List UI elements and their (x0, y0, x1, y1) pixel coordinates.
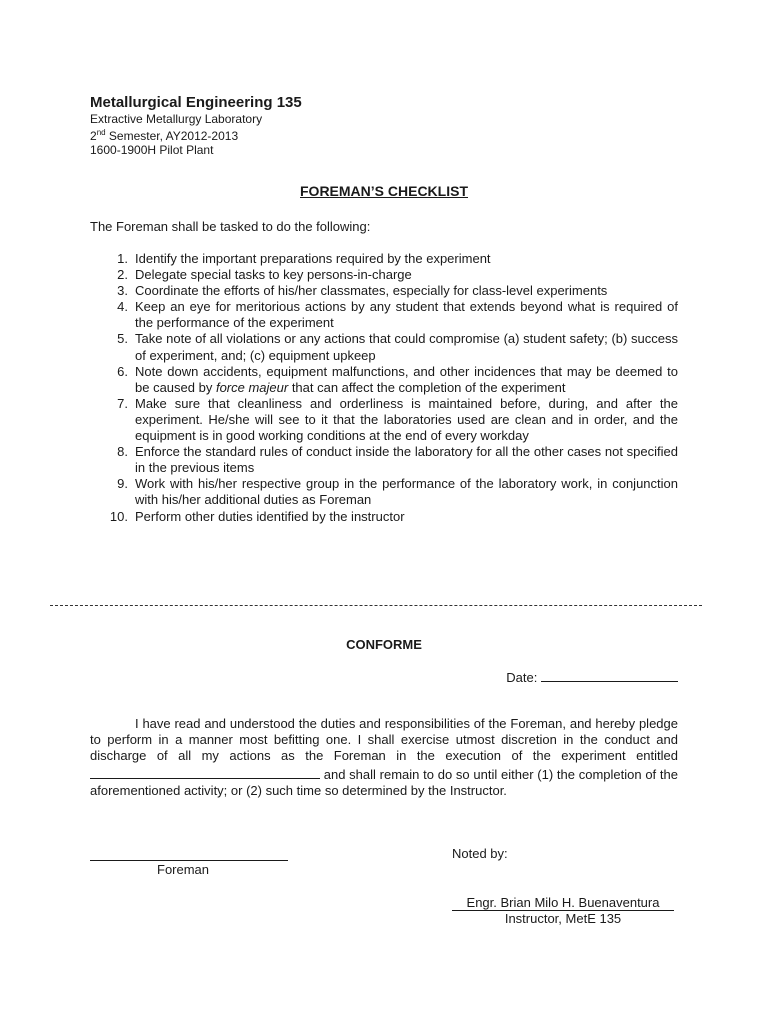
item-text: Coordinate the efforts of his/her classmates, especially for class-level experiments (135, 283, 608, 299)
item-text: Make sure that cleanliness and orderliness is maintained before, during, and after the experiment. He/she will see to it that the laboratories used are clean and in order, and the equipment is in good working conditions at the end of every workday (135, 395, 678, 444)
item-text: Keep an eye for meritorious actions by any student that extends beyond what is required of the performance of the experiment (135, 299, 678, 331)
item-text: Perform other duties identified by the instructor (135, 508, 405, 524)
instructor-name: Engr. Brian Milo H. Buenaventura (452, 895, 674, 911)
instructor-title: Instructor, MetE 135 (504, 911, 622, 926)
semester-ordinal: 2 (90, 129, 97, 143)
pledge-text-after: and shall remain to do so until either (1) the completion of the aforementioned activity; or (2) such time so determined by the Instructor. (90, 766, 678, 798)
item-number: 5. (117, 331, 128, 347)
item-number: 10. (109, 508, 128, 524)
schedule-line: 1600-1900H Pilot Plant (90, 143, 214, 157)
course-title: Metallurgical Engineering 135 (90, 94, 302, 111)
noted-by-label: Noted by: (452, 846, 508, 861)
duties-list (90, 251, 678, 525)
checklist-intro: The Foreman shall be tasked to do the following: (90, 219, 371, 234)
item-number: 9. (117, 476, 128, 492)
lab-name: Extractive Metallurgy Laboratory (90, 112, 263, 126)
list-item (90, 509, 678, 525)
item-text: Enforce the standard rules of conduct inside the laboratory for all the other cases not specified in the previous items (135, 444, 678, 476)
document-header (90, 94, 302, 157)
list-item (90, 251, 678, 267)
semester-line (90, 126, 302, 143)
item-text: Work with his/her respective group in the performance of the laboratory work, in conjunction with his/her additional duties as Foreman (135, 476, 678, 508)
item-text-italic: force majeur (215, 379, 289, 395)
item-text: Take note of all violations or any actions that could compromise (a) student safety; (b) success of experiment, and; (c) equipment upkeep (135, 331, 678, 363)
item-text-before: Note down accidents, equipment malfunctions, and other incidences that may be deemed to be caused by (135, 363, 678, 395)
item-text: Identify the important preparations required by the experiment (135, 251, 491, 266)
cut-line-divider (50, 605, 702, 606)
item-number: 2. (117, 267, 128, 283)
list-item (90, 364, 678, 396)
item-number: 3. (117, 283, 128, 299)
item-text (135, 364, 678, 396)
pledge-text-before: I have read and understood the duties and responsibilities of the Foreman, and hereby pledge to perform in a manner most befitting one. I shall exercise utmost discretion in the conduct and discharge of all my actions as the Foreman in the execution of the experiment entitled (90, 716, 678, 764)
item-text: Delegate special tasks to key persons-in-charge (135, 267, 412, 283)
list-item (90, 283, 678, 299)
pledge-paragraph (90, 716, 678, 799)
list-item (90, 299, 678, 331)
item-number: 8. (117, 444, 128, 460)
item-number: 6. (117, 363, 128, 379)
list-item (90, 396, 678, 444)
experiment-title-blank[interactable] (90, 765, 320, 779)
item-number: 1. (117, 251, 128, 266)
checklist-title: FOREMAN’S CHECKLIST (300, 183, 468, 199)
item-number: 7. (117, 395, 128, 411)
foreman-signature-line[interactable] (90, 860, 288, 861)
date-label: Date: (506, 670, 538, 685)
semester-rest: Semester, AY2012-2013 (105, 129, 239, 143)
foreman-label: Foreman (157, 862, 210, 877)
date-blank[interactable] (541, 668, 678, 682)
list-item (90, 267, 678, 283)
item-number: 4. (117, 299, 128, 315)
list-item (90, 444, 678, 476)
semester-suffix: nd (96, 128, 106, 137)
conforme-title: CONFORME (346, 637, 422, 652)
date-field (506, 668, 678, 685)
list-item (90, 476, 678, 508)
list-item (90, 331, 678, 363)
item-text-after: that can affect the completion of the experiment (288, 379, 566, 395)
